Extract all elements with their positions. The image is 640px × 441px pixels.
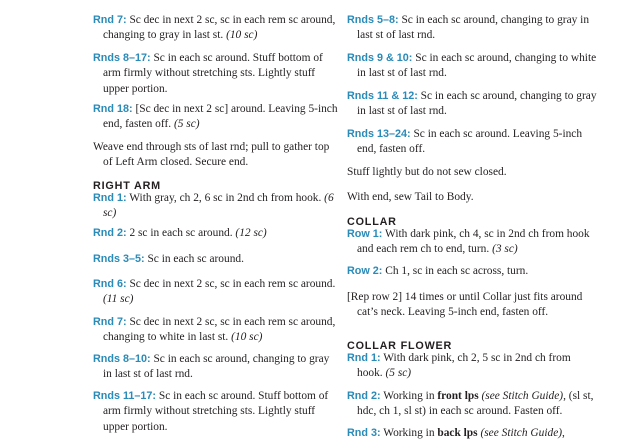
instruction-paragraph — [347, 165, 597, 180]
body-text: [Sc dec in next 2 sc] around. Leaving 5-inch end, fasten off. — [103, 103, 338, 131]
instruction-paragraph — [347, 264, 597, 279]
italic-text: (5 sc) — [173, 118, 200, 131]
bold-text: front lps — [437, 390, 479, 402]
body-text: With dark pink, ch 4, sc in 2nd ch from hook and each rem ch to end, turn. — [357, 228, 590, 256]
round-label: Rnds 8–10: — [93, 353, 151, 365]
body-text: Sc in each sc around. Leaving 5-inch end, fasten off. — [357, 128, 583, 156]
body-text: Sc in each sc around, changing to gray in last st of last rnd. — [357, 14, 590, 42]
body-text: Sc dec in next 2 sc, sc in each rem sc around, changing to gray in last st. — [103, 14, 336, 42]
round-label: Rnd 18: — [93, 103, 133, 115]
round-label: Rnds 11–17: — [93, 390, 157, 402]
instruction-paragraph — [93, 252, 338, 267]
body-text: Working in — [380, 427, 438, 439]
round-label: Rnds 5–8: — [347, 14, 399, 26]
round-label: Rnds 11 & 12: — [347, 90, 418, 102]
instruction-paragraph — [347, 227, 597, 258]
round-label: Rnd 7: — [93, 316, 127, 328]
body-text: Sc in each sc around. — [144, 253, 244, 265]
round-label: Row 2: — [347, 265, 383, 277]
italic-text: (see Stitch Guide) — [481, 390, 564, 402]
round-label: Rnds 8–17: — [93, 52, 151, 64]
round-label: Rnd 1: — [93, 192, 127, 204]
italic-text: (10 sc) — [231, 331, 263, 344]
instruction-paragraph — [93, 51, 338, 97]
instruction-paragraph — [347, 351, 597, 382]
round-label: Rnd 6: — [93, 278, 127, 290]
instruction-paragraph — [347, 51, 597, 82]
instruction-paragraph — [93, 140, 338, 171]
body-text: , — [562, 427, 565, 439]
instruction-paragraph — [93, 389, 338, 435]
body-text: With gray, ch 2, 6 sc in 2nd ch from hook. — [126, 192, 325, 204]
instruction-paragraph — [93, 226, 338, 241]
body-text: Weave end through sts of last rnd; pull to gather top of Left Arm closed. Secure end. — [93, 141, 330, 169]
body-text: Sc in each sc around, changing to gray in last st of last rnd. — [357, 90, 597, 118]
section-heading-text: COLLAR — [347, 216, 397, 228]
italic-text: (10 sc) — [226, 29, 258, 42]
instruction-paragraph — [347, 389, 597, 420]
instruction-paragraph — [347, 190, 597, 205]
italic-text: (12 sc) — [235, 227, 267, 239]
round-label: Rnd 3: — [347, 427, 381, 439]
instruction-paragraph — [93, 315, 338, 346]
instruction-paragraph — [93, 277, 338, 308]
body-text: [Rep row 2] 14 times or until Collar just fits around cat’s neck. Leaving 5-inch end, fasten off. — [347, 291, 583, 319]
body-text: Sc dec in next 2 sc, sc in each rem sc around. — [126, 278, 336, 290]
italic-text: (11 sc) — [103, 293, 134, 306]
instruction-paragraph — [93, 191, 338, 222]
body-text: Sc in each sc around. Stuff bottom of arm firmly without stretching sts. Lightly stuff upper portion. — [103, 52, 323, 95]
body-text: , (sl st, hdc, ch 1, sl st) in each sc around. Fasten off. — [357, 390, 594, 418]
round-label: Rnd 2: — [347, 390, 381, 402]
round-label: Rnd 7: — [93, 14, 127, 26]
round-label: Rnds 9 & 10: — [347, 52, 413, 64]
round-label: Rnd 1: — [347, 352, 381, 364]
body-text: Sc dec in next 2 sc, sc in each rem sc around, changing to white in last st. — [103, 316, 336, 344]
instruction-paragraph — [347, 13, 597, 44]
body-text: With dark pink, ch 2, 5 sc in 2nd ch from hook. — [357, 352, 571, 380]
bold-text: back lps — [437, 427, 478, 439]
section-heading-text: COLLAR FLOWER — [347, 340, 453, 352]
instruction-paragraph — [347, 290, 597, 321]
instruction-paragraph — [93, 13, 338, 44]
body-text: Sc in each sc around. Stuff bottom of arm firmly without stretching sts. Lightly stuff upper portion. — [103, 390, 329, 433]
body-text: Sc in each sc around, changing to white in last st of last rnd. — [357, 52, 597, 80]
round-label: Rnds 3–5: — [93, 253, 145, 265]
body-text: With end, sew Tail to Body. — [347, 191, 474, 203]
italic-text: (3 sc) — [492, 243, 518, 256]
instruction-paragraph — [347, 89, 597, 120]
instruction-paragraph — [347, 127, 597, 158]
body-text: Ch 1, sc in each sc across, turn. — [382, 265, 529, 277]
instruction-paragraph — [93, 102, 338, 133]
instruction-paragraph — [347, 426, 597, 441]
body-text: 2 sc in each sc around. — [126, 227, 236, 239]
body-text: Working in — [380, 390, 438, 402]
section-heading-text: RIGHT ARM — [93, 180, 161, 192]
round-label: Row 1: — [347, 228, 383, 240]
body-text: Stuff lightly but do not sew closed. — [347, 166, 507, 178]
italic-text: (6 sc) — [103, 192, 334, 220]
italic-text: (5 sc) — [385, 367, 412, 380]
body-text: Sc in each sc around, changing to gray in last st of last rnd. — [103, 353, 330, 381]
italic-text: (see Stitch Guide) — [480, 427, 563, 439]
round-label: Rnd 2: — [93, 227, 127, 239]
instruction-paragraph — [93, 352, 338, 383]
round-label: Rnds 13–24: — [347, 128, 411, 140]
